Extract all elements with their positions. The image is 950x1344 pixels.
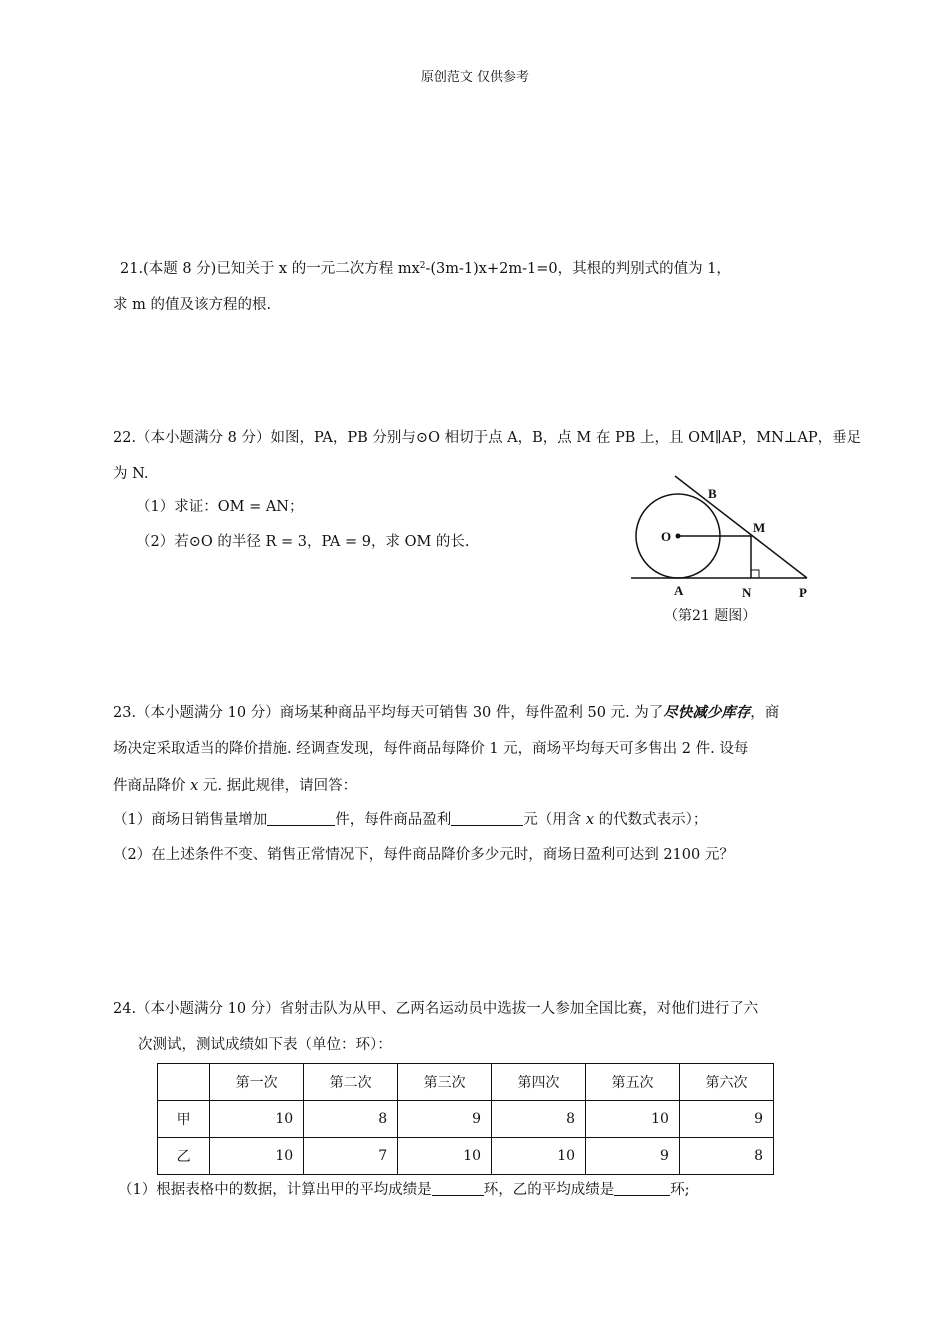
q23-line3 xyxy=(113,776,357,796)
label-n: N xyxy=(742,585,752,600)
table-header-cell: 第六次 xyxy=(679,1064,773,1101)
q22-part1: （1）求证：OM = AN； xyxy=(136,499,304,515)
answer-blank[interactable] xyxy=(432,1181,484,1196)
q23-line1-pre: 23.（本小题满分 10 分）商场某种商品平均每天可销售 30 件，每件盈利 50 元. 为了 xyxy=(113,705,664,721)
row-header: 乙 xyxy=(158,1138,210,1175)
q23-part1-var: x xyxy=(585,812,595,828)
q21-line2: 求 m 的值及该方程的根. xyxy=(113,297,272,313)
table-cell: 10 xyxy=(398,1138,492,1175)
center-dot xyxy=(676,534,681,539)
q22-part2: （2）若⊙O 的半径 R = 3，PA = 9，求 OM 的长. xyxy=(136,534,470,550)
table-cell: 10 xyxy=(586,1101,680,1138)
table-header-row xyxy=(158,1064,774,1101)
table-cell: 10 xyxy=(210,1138,304,1175)
q23-part1-c: 元（用含 xyxy=(523,812,586,828)
table-header-cell: 第一次 xyxy=(210,1064,304,1101)
answer-blank[interactable] xyxy=(614,1181,670,1196)
q22-line1: 22.（本小题满分 8 分）如图，PA，PB 分别与⊙O 相切于点 A，B，点 M 在 PB 上，且 OM∥AP，MN⊥AP，垂足 xyxy=(113,430,862,446)
table-cell: 8 xyxy=(304,1101,398,1138)
figure-caption: （第21 题图） xyxy=(664,608,757,624)
table-cell: 10 xyxy=(492,1138,586,1175)
q23-part1 xyxy=(113,810,707,830)
answer-blank[interactable] xyxy=(451,811,523,826)
table-cell: 8 xyxy=(492,1101,586,1138)
answer-blank[interactable] xyxy=(267,811,335,826)
q21-line1-post: -(3m-1)x+2m-1=0，其根的判别式的值为 1， xyxy=(425,261,731,277)
label-a: A xyxy=(674,583,684,598)
label-m: M xyxy=(753,520,766,535)
table-header-cell: 第四次 xyxy=(492,1064,586,1101)
table-header-cell: 第三次 xyxy=(398,1064,492,1101)
q23-line2: 场决定采取适当的降价措施. 经调查发现，每件商品每降价 1 元，商场平均每天可多售出 2 件. 设每 xyxy=(113,741,749,757)
q22-line2: 为 N. xyxy=(113,466,149,482)
table-header-cell: 第五次 xyxy=(586,1064,680,1101)
right-angle-mark xyxy=(751,570,759,578)
tangent-pb xyxy=(675,476,807,578)
q21-line1-pre: 21.(本题 8 分)已知关于 x 的一元二次方程 mx xyxy=(120,261,420,277)
table-cell: 9 xyxy=(679,1101,773,1138)
table-cell: 7 xyxy=(304,1138,398,1175)
q24-part1-c: 环; xyxy=(670,1182,690,1198)
table-header-cell xyxy=(158,1064,210,1101)
q23-part1-d: 的代数式表示）； xyxy=(594,812,708,828)
q23-part1-b: 件，每件商品盈利 xyxy=(335,812,452,828)
q23-part1-a: （1）商场日销售量增加 xyxy=(113,812,268,828)
q21-line1 xyxy=(120,259,731,279)
label-o: O xyxy=(661,529,672,544)
score-table xyxy=(157,1063,774,1175)
table-cell: 8 xyxy=(679,1138,773,1175)
q24-part1-a: （1）根据表格中的数据，计算出甲的平均成绩是 xyxy=(118,1182,432,1198)
q23-line3-post: 元. 据此规律，请回答： xyxy=(198,778,358,794)
q23-line1 xyxy=(113,703,779,723)
q23-part2: （2）在上述条件不变、销售正常情况下，每件商品降价多少元时，商场日盈利可达到 2100 元？ xyxy=(113,847,734,863)
table-row xyxy=(158,1138,774,1175)
table-cell: 9 xyxy=(398,1101,492,1138)
label-p: P xyxy=(799,585,807,600)
table-header-cell: 第二次 xyxy=(304,1064,398,1101)
q24-part1-b: 环，乙的平均成绩是 xyxy=(483,1182,615,1198)
label-b: B xyxy=(708,486,717,501)
q21-superscript: 2 xyxy=(419,261,426,271)
q22-geometry-figure xyxy=(626,473,826,603)
q23-line1-post: ，商 xyxy=(750,705,780,721)
q24-line1: 24.（本小题满分 10 分）省射击队为从甲、乙两名运动员中选拔一人参加全国比赛，对他们进行了六 xyxy=(113,1001,759,1017)
row-header: 甲 xyxy=(158,1101,210,1138)
table-cell: 9 xyxy=(586,1138,680,1175)
table-row xyxy=(158,1101,774,1138)
q23-emphasis: 尽快减少库存 xyxy=(663,704,751,721)
q24-part1 xyxy=(118,1180,690,1200)
table-cell: 10 xyxy=(210,1101,304,1138)
page-header: 原创范文 仅供参考 xyxy=(420,70,530,85)
q24-line2: 次测试，测试成绩如下表（单位：环）： xyxy=(138,1037,392,1053)
q23-var-x: x xyxy=(190,778,199,794)
q23-line3-pre: 件商品降价 xyxy=(113,778,191,794)
